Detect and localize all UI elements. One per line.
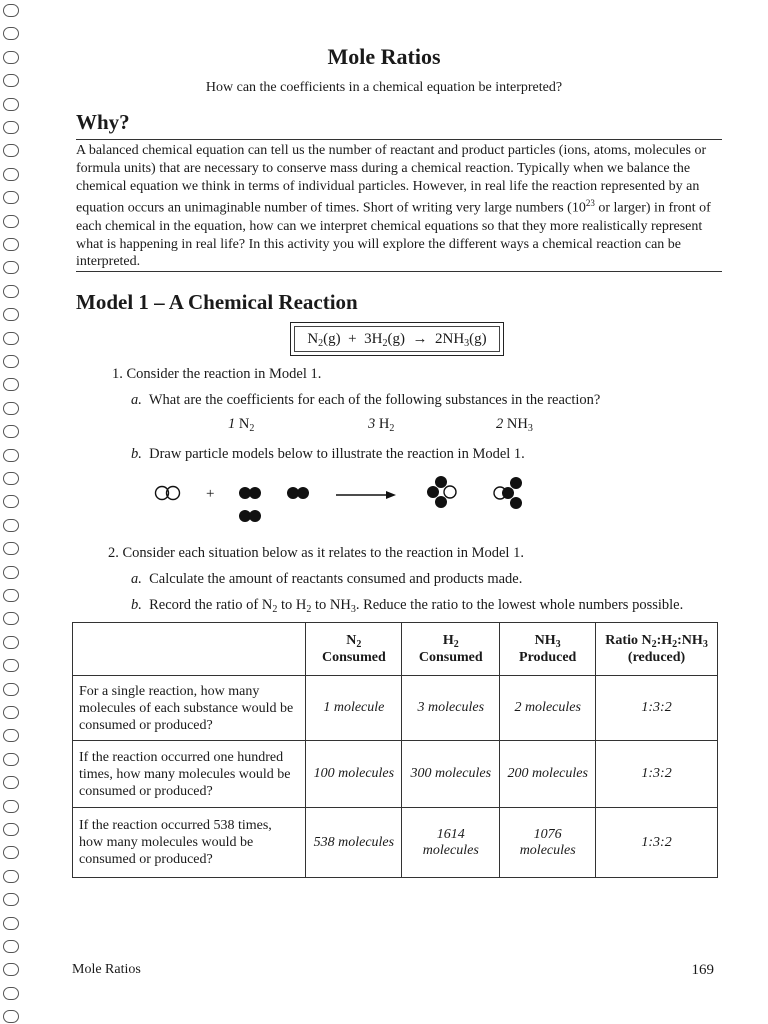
header-n2: $N_2$ Consumed — [306, 623, 402, 676]
binding-ring — [3, 238, 19, 251]
binding-ring — [3, 332, 19, 345]
table-row — [73, 808, 718, 878]
binding-ring — [3, 683, 19, 696]
binding-ring — [3, 519, 19, 532]
cell-n2: 1 molecule — [306, 676, 402, 741]
spiral-binding — [0, 0, 26, 1024]
table-header-blank — [73, 623, 306, 676]
binding-ring — [3, 472, 19, 485]
binding-ring — [3, 800, 19, 813]
cell-n2: 100 molecules — [306, 741, 402, 808]
question-2b: b. Record the ratio of $N_2$ to $H_2$ to $NH_3$. Reduce the ratio to the lowest whole numbers possible. — [131, 597, 684, 615]
plus-sign: + — [206, 486, 215, 502]
binding-ring — [3, 636, 19, 649]
binding-ring — [3, 4, 19, 17]
binding-ring — [3, 355, 19, 368]
question-2a: a. Calculate the amount of reactants consumed and products made. — [131, 571, 523, 587]
cell-ratio: 1:3:2 — [596, 676, 718, 741]
particle-model-drawing — [150, 470, 470, 530]
question-1a: a. What are the coefficients for each of the following substances in the reaction? — [131, 392, 601, 408]
binding-ring — [3, 168, 19, 181]
question-1b: b. Draw particle models below to illustrate the reaction in Model 1. — [131, 446, 525, 462]
binding-ring — [3, 495, 19, 508]
answer-n2: 1 $N_2$ — [228, 416, 255, 434]
cell-h2: 3 molecules — [402, 676, 500, 741]
binding-ring — [3, 425, 19, 438]
binding-ring — [3, 449, 19, 462]
nh3-molecule-model-2 — [488, 470, 538, 530]
why-bottom-rule — [76, 271, 722, 272]
binding-ring — [3, 729, 19, 742]
cell-h2: 300 molecules — [402, 741, 500, 808]
binding-ring — [3, 659, 19, 672]
header-ratio: Ratio $N_2:H_2:NH_3$ (reduced) — [596, 623, 718, 676]
binding-ring — [3, 776, 19, 789]
chemical-equation: $N_2(g) + 3H_2(g) \to 2NH_3(g)$ — [307, 330, 487, 349]
binding-ring — [3, 823, 19, 836]
binding-ring — [3, 402, 19, 415]
binding-ring — [3, 940, 19, 953]
binding-ring — [3, 542, 19, 555]
cell-nh3: 2 molecules — [500, 676, 596, 741]
question-1: 1. Consider the reaction in Model 1. — [112, 366, 322, 382]
cell-h2: 1614 molecules — [402, 808, 500, 878]
binding-ring — [3, 893, 19, 906]
binding-ring — [3, 963, 19, 976]
binding-ring — [3, 1010, 19, 1023]
why-top-rule — [76, 139, 722, 140]
binding-ring — [3, 706, 19, 719]
model-heading: Model 1 – A Chemical Reaction — [76, 290, 358, 314]
binding-ring — [3, 121, 19, 134]
n2-molecule-model — [156, 487, 180, 500]
binding-ring — [3, 285, 19, 298]
page-subtitle: How can the coefficients in a chemical equation be interpreted? — [205, 80, 563, 95]
binding-ring — [3, 27, 19, 40]
cell-n2: 538 molecules — [306, 808, 402, 878]
table-row — [73, 741, 718, 808]
row-question: For a single reaction, how many molecules of each substance would be consumed or produced? — [73, 676, 306, 741]
binding-ring — [3, 191, 19, 204]
binding-ring — [3, 612, 19, 625]
question-2: 2. Consider each situation below as it relates to the reaction in Model 1. — [108, 545, 524, 561]
answer-h2: 3 $H_2$ — [368, 416, 395, 434]
reaction-arrow — [336, 491, 396, 499]
row-question: If the reaction occurred one hundred times, how many molecules would be consumed or produced? — [73, 741, 306, 808]
binding-ring — [3, 308, 19, 321]
binding-ring — [3, 846, 19, 859]
binding-ring — [3, 753, 19, 766]
page-title: Mole Ratios — [327, 44, 441, 69]
cell-nh3: 1076 molecules — [500, 808, 596, 878]
cell-ratio: 1:3:2 — [596, 741, 718, 808]
binding-ring — [3, 917, 19, 930]
binding-ring — [3, 987, 19, 1000]
page-number: 169 — [691, 962, 714, 978]
mole-ratio-table — [72, 622, 718, 878]
binding-ring — [3, 870, 19, 883]
h2-molecule-model — [239, 487, 309, 522]
binding-ring — [3, 98, 19, 111]
why-paragraph: A balanced chemical equation can tell us the number of reactant and product particles (ions, atoms, molecules or formula units) that are necessary to conserve mass during a chemical reaction. Typically when we balance the chemical equation we think in terms of individual particles. However, in real life the reaction represented by an equation occurs an unimaginable number of times. Short of writing very large numbers ($10^{23}$ or larger) in front of each chemical in the equation, how can we interpret chemical equations so that they more realistically represent what is happening in real life? In this activity you will explore the different ways a chemical reaction can be interpreted. — [76, 143, 711, 270]
equation-box — [290, 322, 504, 356]
answer-nh3: 2 $NH_3$ — [496, 416, 533, 434]
header-nh3: $NH_3$ Produced — [500, 623, 596, 676]
binding-ring — [3, 261, 19, 274]
footer-title: Mole Ratios — [72, 962, 141, 977]
why-heading: Why? — [76, 110, 130, 134]
binding-ring — [3, 144, 19, 157]
cell-ratio: 1:3:2 — [596, 808, 718, 878]
binding-ring — [3, 589, 19, 602]
binding-ring — [3, 378, 19, 391]
row-question: If the reaction occurred 538 times, how many molecules would be consumed or produced? — [73, 808, 306, 878]
binding-ring — [3, 566, 19, 579]
header-h2: $H_2$ Consumed — [402, 623, 500, 676]
table-header-row — [73, 623, 718, 676]
binding-ring — [3, 215, 19, 228]
nh3-molecule-model — [427, 476, 456, 508]
cell-nh3: 200 molecules — [500, 741, 596, 808]
table-row — [73, 676, 718, 741]
